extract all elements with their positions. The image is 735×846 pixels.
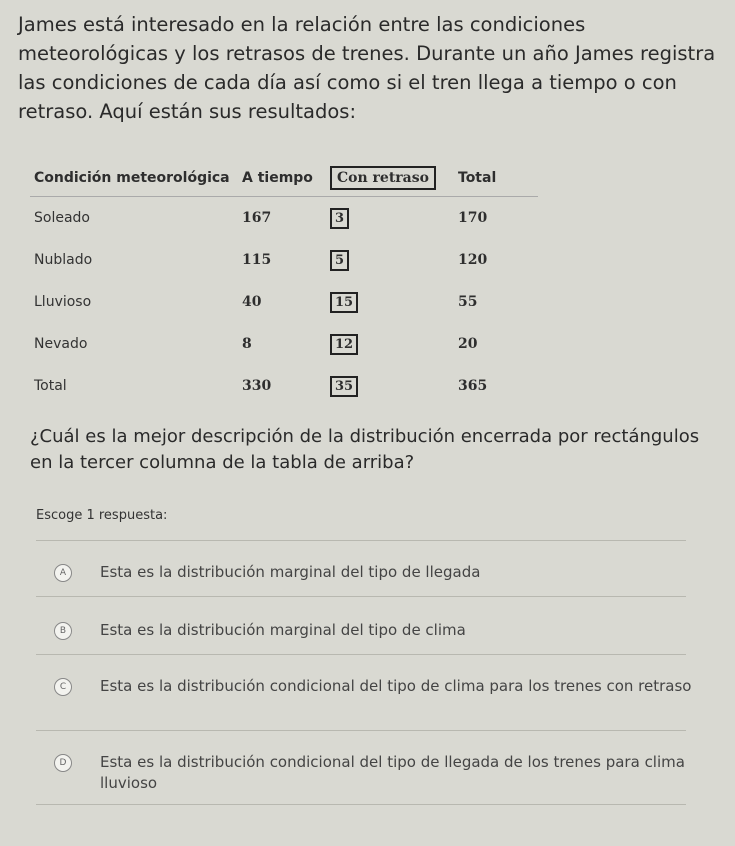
answer-option-a[interactable] <box>54 562 694 583</box>
divider <box>36 540 686 541</box>
divider <box>36 730 686 731</box>
question-text: ¿Cuál es la mejor descripción de la distribución encerrada por rectángulos en la tercer columna de la tabla de arriba? <box>30 426 700 473</box>
header-on-time: A tiempo <box>236 160 330 197</box>
option-letter-c: C <box>54 678 72 696</box>
weather-delay-table <box>30 160 538 407</box>
row-on-time: 115 <box>242 252 272 268</box>
row-condition: Nublado <box>34 252 93 268</box>
header-total: Total <box>458 160 538 197</box>
row-condition: Total <box>34 378 67 394</box>
row-on-time: 167 <box>242 210 272 226</box>
answer-option-c[interactable] <box>54 676 694 697</box>
answer-option-d[interactable] <box>54 752 694 794</box>
row-total: 55 <box>458 294 478 310</box>
table-row-total <box>30 365 538 407</box>
divider <box>36 654 686 655</box>
option-letter-b: B <box>54 622 72 640</box>
row-delayed-boxed: 35 <box>330 376 358 397</box>
option-text: Esta es la distribución condicional del tipo de llegada de los trenes para clima lluvioso <box>100 753 685 792</box>
option-letter-a: A <box>54 564 72 582</box>
row-delayed-boxed: 15 <box>330 292 358 313</box>
row-total: 170 <box>458 210 488 226</box>
row-total: 120 <box>458 252 488 268</box>
option-text: Esta es la distribución condicional del tipo de clima para los trenes con retraso <box>100 677 692 695</box>
divider <box>36 596 686 597</box>
row-condition: Nevado <box>34 336 88 352</box>
row-delayed-boxed: 3 <box>330 208 349 229</box>
row-total: 20 <box>458 336 478 352</box>
option-letter-d: D <box>54 754 72 772</box>
table-row <box>30 197 538 240</box>
table-row <box>30 239 538 281</box>
row-on-time: 40 <box>242 294 262 310</box>
intro-paragraph: James está interesado en la relación entre las condiciones meteorológicas y los retrasos de trenes. Durante un año James registra las condiciones de cada día así como si el tren llega a tiempo o con retraso. Aquí están sus resultados: <box>18 13 716 123</box>
row-condition: Soleado <box>34 210 90 226</box>
table-row <box>30 281 538 323</box>
row-on-time: 330 <box>242 378 272 394</box>
option-text: Esta es la distribución marginal del tipo de llegada <box>100 563 481 581</box>
answer-option-b[interactable] <box>54 620 694 641</box>
row-condition: Lluvioso <box>34 294 92 310</box>
row-total: 365 <box>458 378 488 394</box>
row-on-time: 8 <box>242 336 252 352</box>
row-delayed-boxed: 12 <box>330 334 358 355</box>
row-delayed-boxed: 5 <box>330 250 349 271</box>
header-condition: Condición meteorológica <box>30 160 236 197</box>
option-text: Esta es la distribución marginal del tipo de clima <box>100 621 466 639</box>
table-row <box>30 323 538 365</box>
answer-prompt: Escoge 1 respuesta: <box>36 508 168 523</box>
table-header-row <box>30 160 538 197</box>
header-delayed: Con retraso <box>330 166 436 190</box>
divider <box>36 804 686 805</box>
